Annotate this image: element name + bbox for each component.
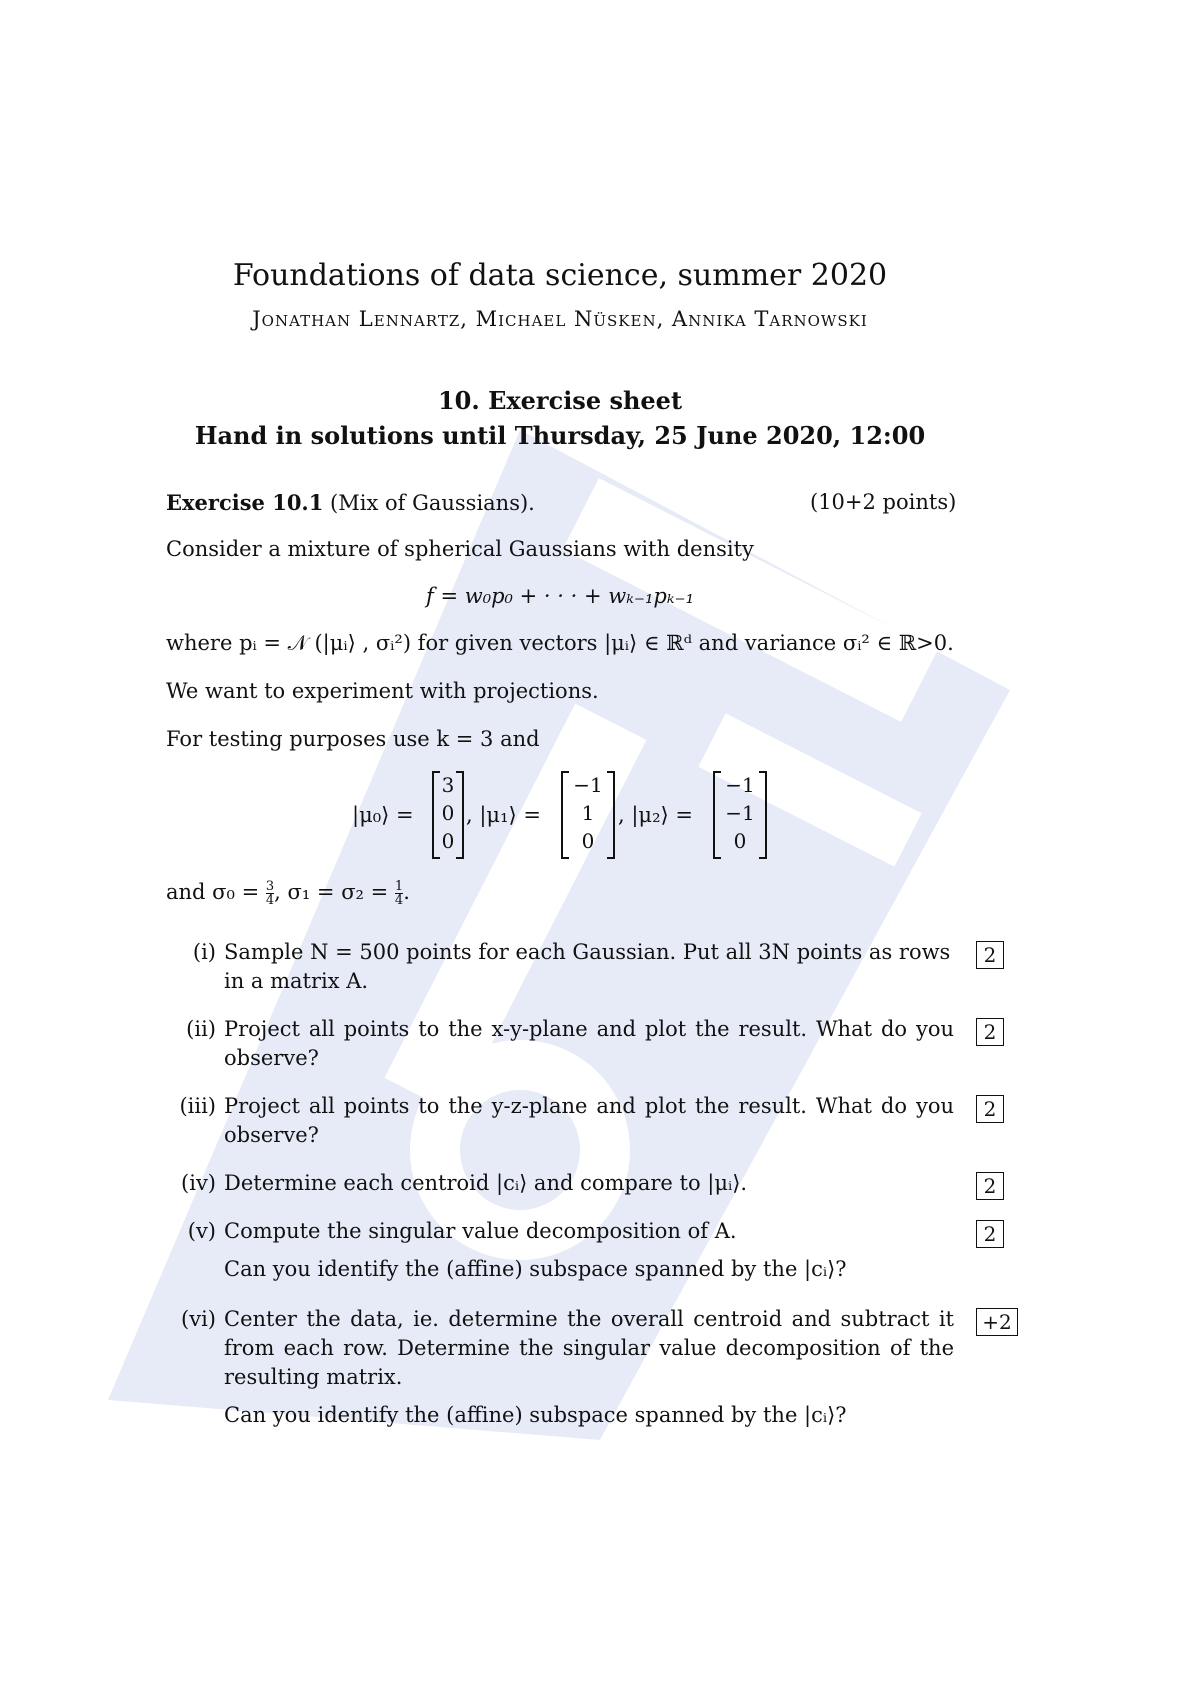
sigma0-numerator: 3 (265, 879, 275, 894)
want-text: We want to experiment with projections. (166, 679, 599, 703)
mu1-entry-0: −1 (573, 773, 603, 797)
points-box: 2 (976, 941, 1004, 969)
exercise-number: Exercise 10.1 (166, 490, 324, 515)
list-item (192, 938, 964, 996)
sigma1-numerator: 1 (394, 879, 404, 894)
item-number: (i) (192, 940, 216, 964)
sigma-line (166, 880, 410, 907)
document-title: Foundations of data science, summer 2020 (232, 258, 888, 293)
list-item (187, 1217, 954, 1284)
sigma0-fraction (266, 880, 274, 907)
where-text: where pᵢ = 𝒩 (|μᵢ⟩ , σᵢ²) for given vectors |μᵢ⟩ ∈ ℝᵈ and variance σᵢ² ∈ ℝ>0. (166, 631, 954, 655)
density-equation (0, 584, 1120, 608)
item-text: Project all points to the y-z-plane and plot the result. What do you observe? (224, 1094, 954, 1147)
sigma-end: . (403, 880, 410, 904)
sigma1-fraction (395, 880, 403, 907)
list-item (181, 1305, 954, 1430)
list-item (179, 1092, 954, 1150)
mu0-entry-0: 3 (441, 773, 455, 797)
item-number: (iii) (179, 1094, 216, 1118)
item-subtext: Can you identify the (affine) subspace spanned by the |cᵢ⟩? (224, 1403, 847, 1427)
item-number: (iv) (181, 1171, 216, 1195)
item-text: Determine each centroid |cᵢ⟩ and compare to |μᵢ⟩. (224, 1171, 748, 1195)
mu2-entry-0: −1 (725, 773, 755, 797)
points-box: 2 (976, 1095, 1004, 1123)
item-text: Project all points to the x-y-plane and plot the result. What do you observe? (224, 1017, 954, 1070)
sheet-number: 10. Exercise sheet (437, 386, 683, 415)
mu0-entry-1: 0 (441, 801, 455, 825)
item-text: Compute the singular value decomposition of A. (224, 1219, 737, 1243)
item-number: (ii) (186, 1017, 216, 1041)
intro-text: Consider a mixture of spherical Gaussians with density (166, 537, 754, 561)
sigma-prefix: and σ₀ = (166, 880, 260, 904)
mu1-matrix (561, 771, 615, 859)
sigma1-denominator: 4 (394, 893, 404, 908)
item-text: Sample N = 500 points for each Gaussian. Put all 3N points as rows in a matrix A. (224, 940, 951, 993)
points-box: 2 (976, 1018, 1004, 1046)
mu2-entry-2: 0 (733, 829, 747, 853)
mu2-matrix (713, 771, 767, 859)
mu2-label: , |μ₂⟩ = (618, 803, 693, 827)
mu1-label: , |μ₁⟩ = (466, 803, 541, 827)
mu2-entry-1: −1 (725, 801, 755, 825)
item-number: (v) (187, 1219, 216, 1243)
sigma0-denominator: 4 (265, 893, 275, 908)
list-item (181, 1169, 954, 1198)
mu0-label: |μ₀⟩ = (352, 803, 414, 827)
exercise-name: (Mix of Gaussians). (330, 491, 535, 515)
mu1-entry-1: 1 (581, 801, 595, 825)
points-box: 2 (976, 1220, 1004, 1248)
points-box: +2 (976, 1308, 1018, 1336)
exercise-points: (10+2 points) (810, 490, 957, 514)
deadline: Hand in solutions until Thursday, 25 June 2020, 12:00 (194, 421, 926, 450)
points-box: 2 (976, 1172, 1004, 1200)
mu0-entry-2: 0 (441, 829, 455, 853)
testing-text: For testing purposes use k = 3 and (166, 727, 540, 751)
authors-line: Jonathan Lennartz, Michael Nüsken, Annika Tarnowski (252, 307, 868, 331)
mu1-entry-2: 0 (581, 829, 595, 853)
list-item (186, 1015, 954, 1073)
density-equation-text: f = w₀p₀ + · · · + wₖ₋₁pₖ₋₁ (426, 584, 694, 608)
sigma-mid: , σ₁ = σ₂ = (274, 880, 389, 904)
mu0-matrix (432, 771, 464, 859)
exercise-heading (166, 490, 535, 515)
item-text: Center the data, ie. determine the overall centroid and subtract it from each row. Determine the singular value decomposition of the resulting matrix. (224, 1307, 954, 1389)
item-number: (vi) (181, 1307, 216, 1331)
item-subtext: Can you identify the (affine) subspace spanned by the |cᵢ⟩? (224, 1257, 847, 1281)
